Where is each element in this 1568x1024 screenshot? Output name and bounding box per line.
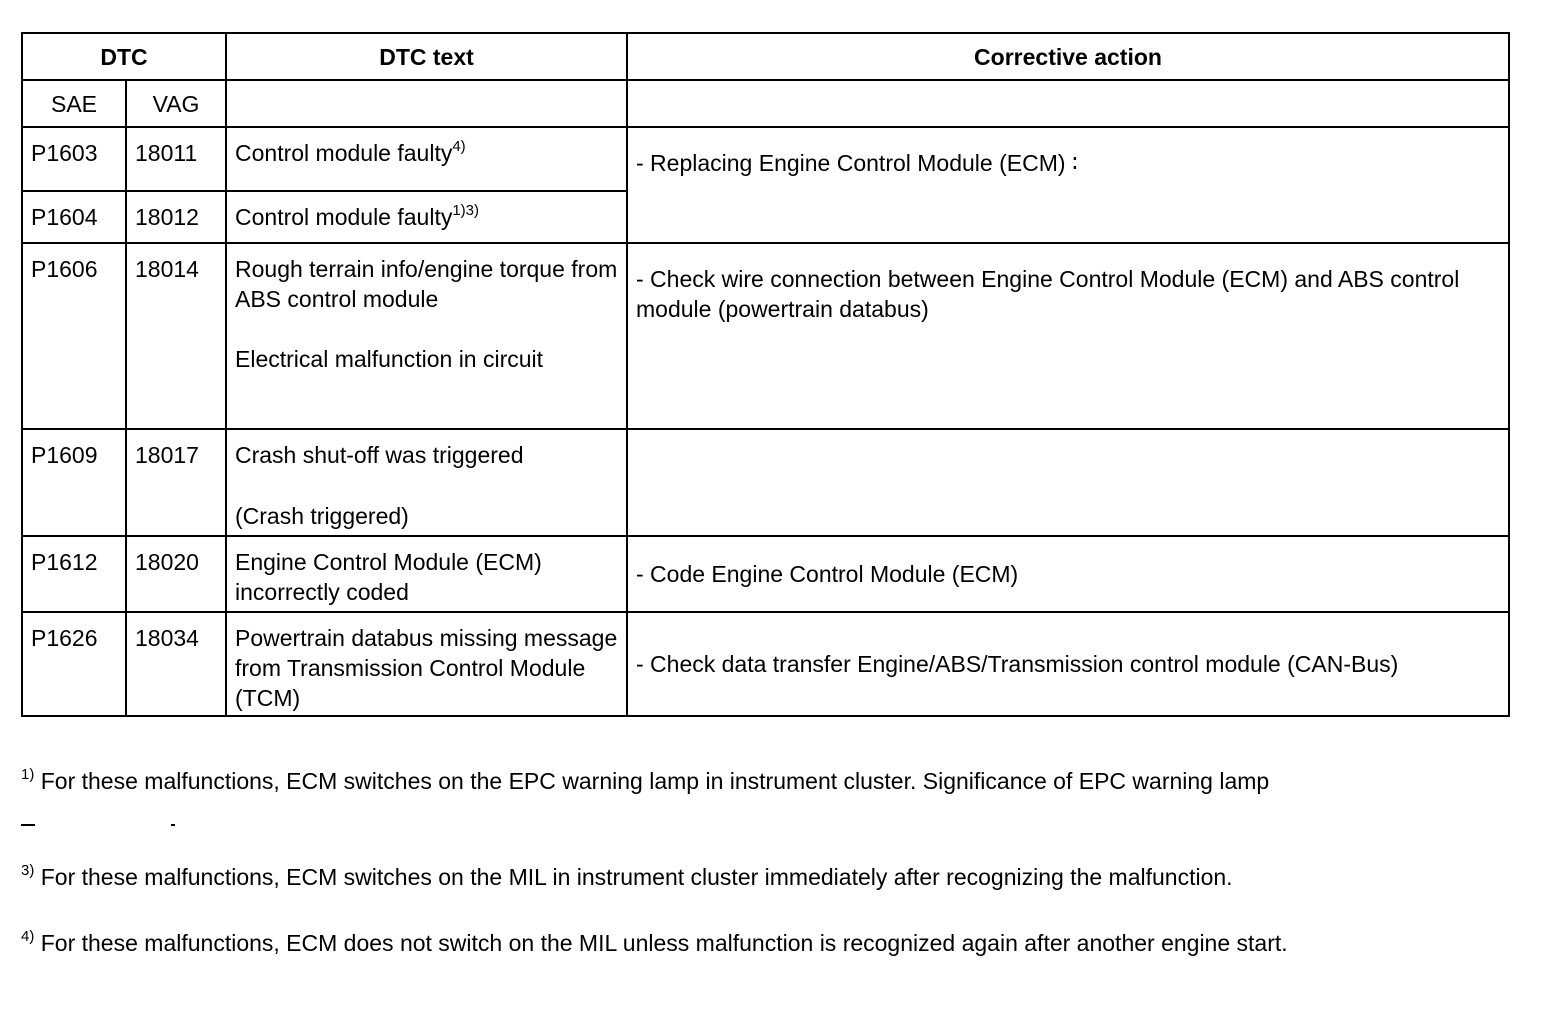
sae-code: P1604 (22, 191, 126, 243)
dtc-text-cell (226, 127, 627, 191)
dtc-text: Control module faulty (235, 140, 453, 166)
vag-code: 18011 (126, 127, 226, 191)
corrective-action (627, 429, 1509, 536)
header-dtc: DTC (22, 33, 226, 80)
footnote-4 (21, 930, 1288, 957)
footnote-3 (21, 864, 1233, 891)
dtc-text-secondary: (Crash triggered) (235, 503, 409, 529)
vag-code: 18034 (126, 612, 226, 716)
header-corrective-action: Corrective action (627, 33, 1509, 80)
subheader-row (22, 80, 1509, 127)
vag-code: 18017 (126, 429, 226, 536)
sae-code: P1626 (22, 612, 126, 716)
footnote-1 (21, 768, 1269, 795)
table-row (22, 536, 1509, 612)
table-row (22, 612, 1509, 716)
vag-code: 18012 (126, 191, 226, 243)
dtc-text-cell (226, 243, 627, 429)
footnote-text: For these malfunctions, ECM switches on the MIL in instrument cluster immediately after recognizing the malfunction. (34, 864, 1233, 890)
header-row (22, 33, 1509, 80)
dtc-text: Rough terrain info/engine torque from ABS control module (235, 256, 618, 312)
table-row (22, 127, 1509, 191)
corrective-action: - Code Engine Control Module (ECM) (627, 536, 1509, 612)
sae-code: P1609 (22, 429, 126, 536)
dtc-text-secondary: Electrical malfunction in circuit (235, 346, 544, 372)
dtc-text: Powertrain databus missing message from Transmission Control Module (TCM) (226, 612, 627, 716)
dtc-table (21, 32, 1510, 717)
footnote-mark: 1) (21, 766, 35, 783)
corrective-action: - Check wire connection between Engine Control Module (ECM) and ABS control module (powertrain databus) (627, 243, 1509, 429)
dtc-text-cell (226, 429, 627, 536)
footnote-mark: 3) (21, 862, 35, 879)
subheader-sae: SAE (22, 80, 126, 127)
cut-off-line (21, 818, 181, 828)
subheader-empty (627, 80, 1509, 127)
vag-code: 18020 (126, 536, 226, 612)
dtc-text: Crash shut-off was triggered (235, 442, 524, 468)
sae-code: P1603 (22, 127, 126, 191)
footnote-text: For these malfunctions, ECM does not switch on the MIL unless malfunction is recognized again after another engine start. (34, 930, 1288, 956)
table-row (22, 243, 1509, 429)
dtc-text: Control module faulty (235, 204, 453, 230)
footnote-ref: 4) (452, 138, 466, 155)
sae-code: P1612 (22, 536, 126, 612)
sae-code: P1606 (22, 243, 126, 429)
footnote-ref: 1)3) (452, 202, 480, 219)
dtc-text: Engine Control Module (ECM) incorrectly coded (226, 536, 627, 612)
header-dtc-text: DTC text (226, 33, 627, 80)
dtc-text-cell (226, 191, 627, 243)
subheader-vag: VAG (126, 80, 226, 127)
subheader-empty (226, 80, 627, 127)
vag-code: 18014 (126, 243, 226, 429)
footnote-text: For these malfunctions, ECM switches on the EPC warning lamp in instrument cluster. Significance of EPC warning lamp (34, 768, 1270, 794)
corrective-action: - Replacing Engine Control Module (ECM) ∶ (627, 127, 1509, 243)
footnote-mark: 4) (21, 928, 35, 945)
corrective-action: - Check data transfer Engine/ABS/Transmission control module (CAN-Bus) (627, 612, 1509, 716)
table-row (22, 429, 1509, 536)
